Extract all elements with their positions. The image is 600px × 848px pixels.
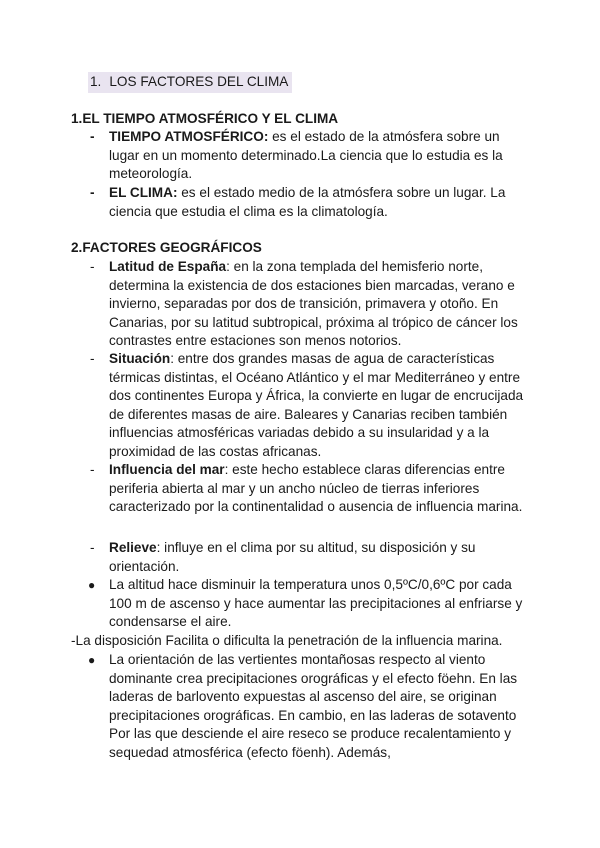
list-bullet: -: [90, 259, 95, 274]
item-term: Latitud de España: [109, 259, 227, 274]
item-text: La altitud hace disminuir la temperatura unos 0,5ºC/0,6ºC por cada 100 m de ascenso y hace aumentar las precipitaciones al enfriarse y condensarse el aire.: [109, 577, 523, 630]
title-number: 1.: [90, 74, 102, 89]
item-text: : entre dos grandes masas de agua de características térmicas distintas, el Océano Atlántico y el mar Mediterráneo y entre dos continentes Europa y África, la convierte en lugar de encrucijada de diferentes masas de aire. Baleares y Canarias reciben también influencias atmosféricas variadas debido a su insularidad y a la proximidad de las costas africanas.: [109, 351, 524, 459]
section1-heading: 1.EL TIEMPO ATMOSFÉRICO Y EL CLIMA: [71, 111, 339, 126]
list-bullet: ●: [88, 578, 96, 592]
list-item: [90, 128, 529, 184]
list-bullet: -: [90, 351, 95, 366]
list-item: [90, 350, 529, 462]
list-item: [90, 461, 529, 517]
free-paragraph: -La disposición Facilita o dificulta la penetración de la influencia marina.: [71, 633, 503, 648]
item-text: : este hecho establece claras diferencias entre periferia abierta al mar y un ancho núcleo de tierras inferiores caracterizado por la continentalidad o ausencia de influencia marina.: [109, 462, 523, 515]
item-text: es el estado de la atmósfera sobre un lugar en un momento determinado.La ciencia que lo estudia es la meteorología.: [109, 129, 503, 182]
list-bullet: -: [90, 462, 95, 477]
list-bullet: ●: [88, 653, 96, 667]
section2-heading: 2.FACTORES GEOGRÁFICOS: [71, 240, 262, 255]
item-term: TIEMPO ATMOSFÉRICO:: [109, 129, 269, 144]
item-text: es el estado medio de la atmósfera sobre un lugar. La ciencia que estudia el clima es la climatología.: [109, 185, 506, 219]
list-bullet: -: [90, 540, 95, 555]
list-bullet: -: [90, 129, 95, 144]
list-bullet: -: [90, 185, 95, 200]
document-title: [88, 72, 292, 93]
list-item: [88, 576, 529, 632]
title-text: LOS FACTORES DEL CLIMA: [109, 74, 289, 89]
item-text: La orientación de las vertientes montañosas respecto al viento dominante crea precipitaciones orográficas y el efecto föehn. En las laderas de barlovento expuestas al ascenso del aire, se originan precipitaciones orográficas. En cambio, en las laderas de sotavento Por las que desciende el aire reseco se produce recalentamiento y sequedad atmosférica (efecto föenh). Además,: [109, 652, 518, 760]
item-term: Situación: [109, 351, 171, 366]
item-term: Influencia del mar: [109, 462, 225, 477]
item-term: EL CLIMA:: [109, 185, 178, 200]
list-item: [90, 258, 529, 351]
list-item: [90, 184, 529, 221]
item-text: : en la zona templada del hemisferio norte, determina la existencia de dos estaciones bien marcadas, verano e invierno, separadas por dos de transición, primavera y otoño. En Canarias, por su latitud subtropical, próxima al trópico de cáncer los contrastes entre estaciones son menos notorios.: [109, 259, 518, 349]
list-item: [90, 539, 529, 576]
list-item: [88, 651, 529, 763]
item-text: : influye en el clima por su altitud, su disposición y su orientación.: [109, 540, 476, 574]
item-term: Relieve: [109, 540, 157, 555]
